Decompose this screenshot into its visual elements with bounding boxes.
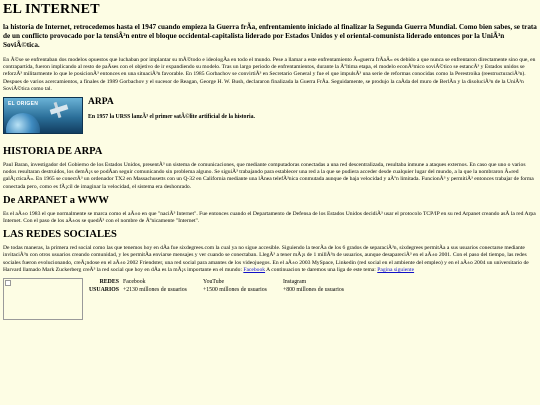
table-row <box>87 286 346 294</box>
earth-graphic <box>6 113 40 134</box>
history-paragraph: Paul Baran, investigador del Gobierno de los Estados Unidos, presentÃ³ un sistema de comunicaciones, que mediante computadoras conectadas a una red descentralizada, resultaba inmune a ataques externos. En caso que uno o varios nodos resultaran destruidos, los demÃ¡s se podÃan seguir comunicando sin problema alguno. Se siguiÃ³ trabajando para establecer una red a la que se pudiera acceder desde cualquier lugar del mundo, a la que la nombraron Â«red galÃ¡cticaÂ». En 1965 se conectÃ³ un ordenador TX2 en Massachusetts con un Q-32 en California mediante una lÃnea telefÃ³nica conmutada aunque de baja velocidad y aÃºn limitada. FuncionÃ³ y permitiÃ³ entonces trabajar de forma conectada pero, como es fÃ¡cil de imaginar la velocidad, el sistema era deshonrado. <box>3 162 534 190</box>
www-heading: De ARPANET a WWW <box>3 194 109 206</box>
facebook-link[interactable]: Facebook <box>243 266 266 273</box>
broken-image-icon <box>5 280 11 286</box>
users-header-cell: USUARIOS <box>89 287 119 294</box>
history-heading: HISTORIA DE ARPA <box>3 146 103 158</box>
social-table-row <box>3 278 537 320</box>
banner-text <box>88 97 255 121</box>
satellite-caption: En 1957 la URSS lanzÃ³ el primer satÃ©lite artificial de la historia. <box>88 114 255 121</box>
page-title: EL INTERNET <box>3 2 100 17</box>
social-networks-table <box>87 278 346 294</box>
satellite-banner-image <box>3 97 83 134</box>
social-text-2: A continuacion te daremos una liga de este tema: <box>266 266 376 273</box>
network-users-cell: +2130 millones de usuarios <box>122 287 187 294</box>
arpa-banner-row <box>3 97 537 142</box>
broken-image-placeholder <box>3 278 83 320</box>
network-users-cell: +1500 millones de usuarios <box>202 287 267 294</box>
banner-image-text: EL ORIGEN <box>8 101 39 108</box>
social-heading: LAS REDES SOCIALES <box>3 229 117 241</box>
intro-paragraph: En Ã©se se enfrentaban dos modelos opuestos que luchaban por implantar su mÃ©todo e ideologÃa en todo el mundo. Pese a llamar a este enfrentamiento Â«guerra frÃaÂ» es debido a que nunca se enfrentaron directamente sino que, en contrapartida, fueron implicando al resto de paÃses con el objetivo de ir expandiendo su modelo. Tras un largo periodo de enfrentamientos, durante la Ãºltima etapa, el modelo econÃ³mico soviÃ©tico se estancÃ³ y Estados unidos se reforzÃ³ militarmente lo que le posicionÃ³ entonces en una situaciÃ³n favorable. En 1985 Gorbachov se convirtiÃ³ en Secretario General y fue el que impulsÃ³ una serie de reformas conocidas como la Perestroika (reestructuraciÃ³n). Despues de varios acercamientos, a finales de 1989 Gorbachov y el sucesor de Reagan, George H. W. Bush, declararon finalizada la Guerra FrÃa. Seguidamente, se produjo la caÃda del muro de BerlÃn y la disoluciÃ³n de la UniÃ³n SoviÃ©tica como tal. <box>3 57 536 92</box>
network-name-cell: Instagram <box>282 279 307 286</box>
www-paragraph: Es el aÃ±o 1983 el que normalmente se marca como el aÃ±o en que "naciÃ³ Internet". Fue entonces cuando el Departamento de Defensa de los Estados Unidos decidiÃ³ usar el protocolo TCP/IP en su red Arpanet creando asÃ la red Arpa Internet. Con el paso de los aÃ±os se quedÃ³ con el nombre de Ãºnicamente "Internet". <box>3 210 536 225</box>
network-name-cell: Facebook <box>122 279 146 286</box>
network-users-cell: +800 millones de usuarios <box>282 287 345 294</box>
arpa-heading: ARPA <box>88 97 114 108</box>
network-name-cell: YouTube <box>202 279 225 286</box>
table-row <box>87 278 346 286</box>
networks-header-cell: REDES <box>99 279 119 286</box>
social-paragraph <box>3 245 537 274</box>
lead-paragraph: la historia de Internet, retrocedemos hasta el 1947 cuando empieza la Guerra frÃa, enfrentamiento iniciado al finalizar la Segunda Guerra Mundial. Como bien sabes, se trata de un conflicto provocado por la tensiÃ³n entre el bloque occidental-capitalista liderado por Estados Unidos y el oriental-comunista liderado entonces por la UniÃ³n SoviÃ©tica. <box>3 23 537 49</box>
next-page-link[interactable]: Pagina siguiente <box>377 266 415 273</box>
social-text-1: De todas maneras, la primera red social como las que tenemos hoy en dÃa fue sixdegrees.com la cual ya no sigue accesible. Siguiendo la teorÃa de los 6 grados de separaciÃ³n, sixdegrees permitÃa a sus usuarios conectarse mediante invitaciÃ³n con otros usuarios creando comunidad, y les permitÃa enviarse mensajes y ver cuando se conectaban. LlegÃ³ a tener mÃ¡s de 1 millÃ³n de usuarios, aunque desapareciÃ³ en el aÃ±o 2001. Con el paso del tiempo, las redes sociales fueron evolucionando, creÃ¡ndose en el aÃ±o 2002 Friendster, una red social para amantes de los videojuegos. En el aÃ±o 2003 MySpace, Linkedin (red social en el ambiente del empleo) y en el aÃ±o 2004 un universitario de Harvard llamado Mark Zuckerberg creÃ³ la red social que hoy en dÃa es la mÃ¡s importante en el mundo: <box>3 245 529 273</box>
